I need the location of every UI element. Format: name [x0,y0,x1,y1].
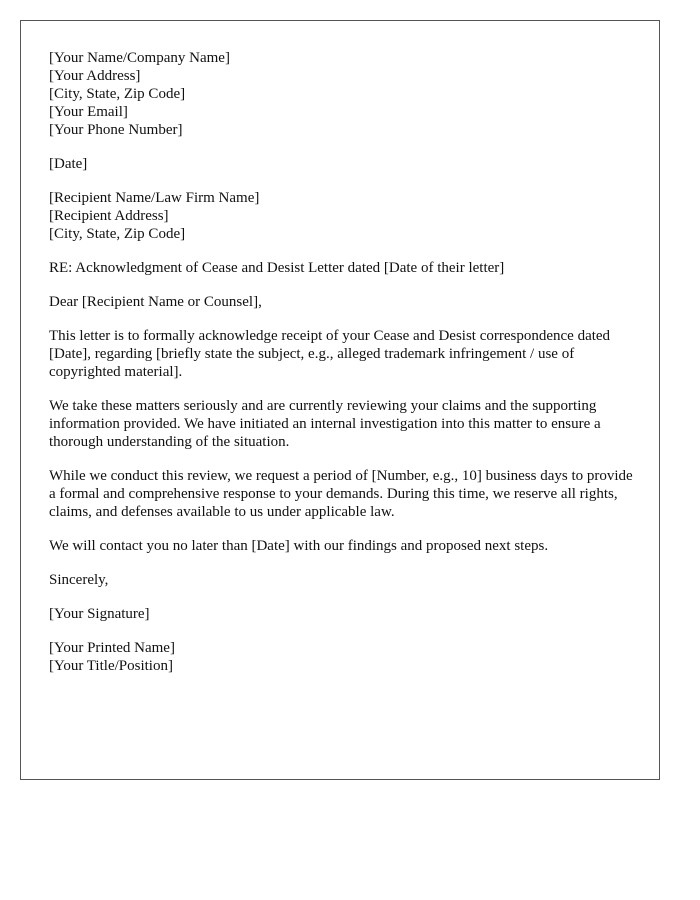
sender-address: [Your Address] [49,68,141,84]
body-paragraph-1: This letter is to formally acknowledge receipt of your Cease and Desist correspondence dated [Date], regarding [briefly state the subject, e.g., alleged trademark infringement / use of copyrighted material]. [49,328,611,380]
sender-name: [Your Name/Company Name] [49,50,230,66]
sender-block [49,49,641,139]
sender-city-state-zip: [City, State, Zip Code] [49,86,186,102]
letter-date: [Date] [49,156,88,172]
sender-phone: [Your Phone Number] [49,122,183,138]
body-paragraph-2: We take these matters seriously and are currently reviewing your claims and the supporting information provided. We have initiated an internal investigation into this matter to ensure a thorough understanding of the situation. [49,398,601,450]
recipient-name: [Recipient Name/Law Firm Name] [49,190,260,206]
letter-content [49,49,641,691]
salutation: Dear [Recipient Name or Counsel], [49,294,262,310]
sender-email: [Your Email] [49,104,128,120]
recipient-city-state-zip: [City, State, Zip Code] [49,226,186,242]
body-paragraph-3: While we conduct this review, we request a period of [Number, e.g., 10] business days to provide a formal and comprehensive response to your demands. During this time, we reserve all rights, claims, and defenses available to us under applicable law. [49,468,633,520]
recipient-address: [Recipient Address] [49,208,169,224]
signer-printed-name: [Your Printed Name] [49,640,175,656]
signer-title: [Your Title/Position] [49,658,173,674]
signature: [Your Signature] [49,606,150,622]
date-block [49,155,641,173]
letter-page [20,20,660,780]
closing: Sincerely, [49,572,109,588]
body-paragraph-4: We will contact you no later than [Date] with our findings and proposed next steps. [49,538,549,554]
re-line: RE: Acknowledgment of Cease and Desist Letter dated [Date of their letter] [49,260,505,276]
signer-block [49,639,641,675]
recipient-block [49,189,641,243]
